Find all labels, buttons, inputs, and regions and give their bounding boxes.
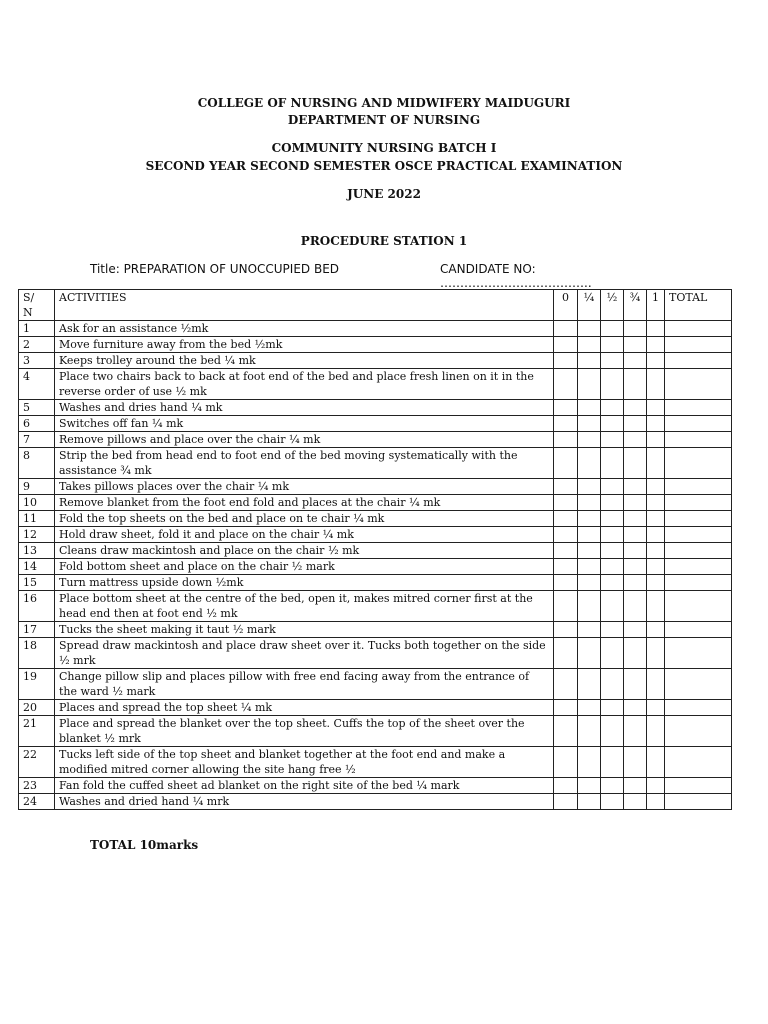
row-sn: 7 bbox=[19, 432, 55, 448]
table-row bbox=[19, 495, 732, 511]
score-0-cell[interactable] bbox=[554, 369, 578, 400]
row-activity: Keeps trolley around the bed ¼ mk bbox=[55, 353, 554, 369]
score-1-cell[interactable] bbox=[647, 778, 665, 794]
score-0-cell[interactable] bbox=[554, 747, 578, 778]
score-1-cell[interactable] bbox=[647, 353, 665, 369]
table-row bbox=[19, 778, 732, 794]
score-0-cell[interactable] bbox=[554, 416, 578, 432]
score-three-quarter-cell[interactable] bbox=[624, 337, 647, 353]
table-row bbox=[19, 638, 732, 669]
score-three-quarter-cell[interactable] bbox=[624, 559, 647, 575]
total-cell[interactable] bbox=[665, 400, 732, 416]
score-half-cell[interactable] bbox=[601, 575, 624, 591]
row-activity: Strip the bed from head end to foot end of the bed moving systematically with the assistance ¾ mk bbox=[55, 448, 554, 479]
score-1-cell[interactable] bbox=[647, 369, 665, 400]
score-half-cell[interactable] bbox=[601, 794, 624, 810]
score-quarter-cell[interactable] bbox=[578, 400, 601, 416]
score-quarter-cell[interactable] bbox=[578, 432, 601, 448]
score-quarter-cell[interactable] bbox=[578, 778, 601, 794]
table-row bbox=[19, 559, 732, 575]
score-1-cell[interactable] bbox=[647, 432, 665, 448]
row-sn: 16 bbox=[19, 591, 55, 622]
score-0-cell[interactable] bbox=[554, 527, 578, 543]
score-half-cell[interactable] bbox=[601, 337, 624, 353]
score-three-quarter-cell[interactable] bbox=[624, 321, 647, 337]
row-sn: 19 bbox=[19, 669, 55, 700]
table-row bbox=[19, 511, 732, 527]
score-half-cell[interactable] bbox=[601, 527, 624, 543]
score-1-cell[interactable] bbox=[647, 416, 665, 432]
row-sn: 3 bbox=[19, 353, 55, 369]
total-cell[interactable] bbox=[665, 369, 732, 400]
score-quarter-cell[interactable] bbox=[578, 527, 601, 543]
score-three-quarter-cell[interactable] bbox=[624, 353, 647, 369]
score-quarter-cell[interactable] bbox=[578, 369, 601, 400]
score-1-cell[interactable] bbox=[647, 321, 665, 337]
table-row bbox=[19, 794, 732, 810]
row-sn: 9 bbox=[19, 479, 55, 495]
score-0-cell[interactable] bbox=[554, 669, 578, 700]
score-quarter-cell[interactable] bbox=[578, 622, 601, 638]
exam-name: SECOND YEAR SECOND SEMESTER OSCE PRACTICAL EXAMINATION bbox=[145, 159, 623, 173]
exam-date: JUNE 2022 bbox=[347, 187, 421, 201]
sn-header: S/ N bbox=[19, 290, 55, 321]
row-sn: 8 bbox=[19, 448, 55, 479]
table-row bbox=[19, 527, 732, 543]
score-quarter-cell[interactable] bbox=[578, 669, 601, 700]
score-half-header: ½ bbox=[601, 290, 624, 321]
total-cell[interactable] bbox=[665, 591, 732, 622]
score-0-cell[interactable] bbox=[554, 716, 578, 747]
table-row bbox=[19, 432, 732, 448]
score-1-cell[interactable] bbox=[647, 527, 665, 543]
score-0-cell[interactable] bbox=[554, 448, 578, 479]
score-1-cell[interactable] bbox=[647, 747, 665, 778]
score-1-cell[interactable] bbox=[647, 575, 665, 591]
score-half-cell[interactable] bbox=[601, 479, 624, 495]
row-sn: 21 bbox=[19, 716, 55, 747]
score-0-cell[interactable] bbox=[554, 559, 578, 575]
score-half-cell[interactable] bbox=[601, 716, 624, 747]
score-three-quarter-cell[interactable] bbox=[624, 700, 647, 716]
row-sn: 6 bbox=[19, 416, 55, 432]
score-three-quarter-cell[interactable] bbox=[624, 416, 647, 432]
score-1-cell[interactable] bbox=[647, 716, 665, 747]
row-activity: Move furniture away from the bed ½mk bbox=[55, 337, 554, 353]
score-1-cell[interactable] bbox=[647, 794, 665, 810]
row-sn: 14 bbox=[19, 559, 55, 575]
row-sn: 1 bbox=[19, 321, 55, 337]
score-1-cell[interactable] bbox=[647, 337, 665, 353]
total-cell[interactable] bbox=[665, 337, 732, 353]
row-activity: Places and spread the top sheet ¼ mk bbox=[55, 700, 554, 716]
score-quarter-cell[interactable] bbox=[578, 543, 601, 559]
score-three-quarter-cell[interactable] bbox=[624, 511, 647, 527]
score-three-quarter-cell[interactable] bbox=[624, 495, 647, 511]
row-activity: Fold bottom sheet and place on the chair ½ mark bbox=[55, 559, 554, 575]
row-sn: 18 bbox=[19, 638, 55, 669]
total-cell[interactable] bbox=[665, 747, 732, 778]
table-row bbox=[19, 700, 732, 716]
score-three-quarter-cell[interactable] bbox=[624, 669, 647, 700]
table-row bbox=[19, 716, 732, 747]
score-1-cell[interactable] bbox=[647, 669, 665, 700]
score-0-cell[interactable] bbox=[554, 794, 578, 810]
row-activity: Tucks left side of the top sheet and blanket together at the foot end and make a modified mitred corner allowing the site hang free ½ bbox=[55, 747, 554, 778]
table-row bbox=[19, 543, 732, 559]
score-0-cell[interactable] bbox=[554, 337, 578, 353]
row-activity: Fold the top sheets on the bed and place on te chair ¼ mk bbox=[55, 511, 554, 527]
score-half-cell[interactable] bbox=[601, 591, 624, 622]
row-activity: Remove pillows and place over the chair ¼ mk bbox=[55, 432, 554, 448]
table-header-row bbox=[19, 290, 732, 321]
row-sn: 24 bbox=[19, 794, 55, 810]
score-three-quarter-cell[interactable] bbox=[624, 747, 647, 778]
score-quarter-cell[interactable] bbox=[578, 716, 601, 747]
score-three-quarter-cell[interactable] bbox=[624, 527, 647, 543]
score-1-cell[interactable] bbox=[647, 591, 665, 622]
score-0-cell[interactable] bbox=[554, 638, 578, 669]
score-quarter-cell[interactable] bbox=[578, 591, 601, 622]
score-quarter-cell[interactable] bbox=[578, 495, 601, 511]
table-row bbox=[19, 369, 732, 400]
score-0-cell[interactable] bbox=[554, 591, 578, 622]
score-quarter-cell[interactable] bbox=[578, 511, 601, 527]
activities-header: ACTIVITIES bbox=[55, 290, 554, 321]
score-three-quarter-cell[interactable] bbox=[624, 622, 647, 638]
row-sn: 13 bbox=[19, 543, 55, 559]
score-half-cell[interactable] bbox=[601, 747, 624, 778]
total-header: TOTAL bbox=[665, 290, 732, 321]
row-activity: Turn mattress upside down ½mk bbox=[55, 575, 554, 591]
score-half-cell[interactable] bbox=[601, 511, 624, 527]
total-marks: TOTAL 10marks bbox=[90, 838, 199, 852]
score-0-cell[interactable] bbox=[554, 400, 578, 416]
row-sn: 23 bbox=[19, 778, 55, 794]
title-line bbox=[90, 262, 690, 290]
score-quarter-cell[interactable] bbox=[578, 416, 601, 432]
score-three-quarter-cell[interactable] bbox=[624, 778, 647, 794]
row-activity: Washes and dried hand ¼ mrk bbox=[55, 794, 554, 810]
row-sn: 10 bbox=[19, 495, 55, 511]
row-activity: Place two chairs back to back at foot end of the bed and place fresh linen on it in the reverse order of use ½ mk bbox=[55, 369, 554, 400]
total-cell[interactable] bbox=[665, 622, 732, 638]
score-quarter-cell[interactable] bbox=[578, 794, 601, 810]
score-1-cell[interactable] bbox=[647, 622, 665, 638]
score-0-cell[interactable] bbox=[554, 778, 578, 794]
score-half-cell[interactable] bbox=[601, 622, 624, 638]
row-activity: Spread draw mackintosh and place draw sheet over it. Tucks both together on the side ½ mrk bbox=[55, 638, 554, 669]
row-sn: 2 bbox=[19, 337, 55, 353]
score-three-quarter-cell[interactable] bbox=[624, 369, 647, 400]
score-three-quarter-cell[interactable] bbox=[624, 543, 647, 559]
score-half-cell[interactable] bbox=[601, 321, 624, 337]
row-sn: 12 bbox=[19, 527, 55, 543]
score-1-cell[interactable] bbox=[647, 479, 665, 495]
score-1-cell[interactable] bbox=[647, 559, 665, 575]
total-cell[interactable] bbox=[665, 511, 732, 527]
total-cell[interactable] bbox=[665, 448, 732, 479]
score-0-cell[interactable] bbox=[554, 543, 578, 559]
score-quarter-header: ¼ bbox=[578, 290, 601, 321]
score-quarter-cell[interactable] bbox=[578, 448, 601, 479]
table-row bbox=[19, 416, 732, 432]
total-cell[interactable] bbox=[665, 353, 732, 369]
score-three-quarter-cell[interactable] bbox=[624, 432, 647, 448]
score-half-cell[interactable] bbox=[601, 559, 624, 575]
row-sn: 4 bbox=[19, 369, 55, 400]
total-cell[interactable] bbox=[665, 794, 732, 810]
score-0-cell[interactable] bbox=[554, 432, 578, 448]
score-three-quarter-cell[interactable] bbox=[624, 479, 647, 495]
table-row bbox=[19, 669, 732, 700]
score-half-cell[interactable] bbox=[601, 778, 624, 794]
row-activity: Place and spread the blanket over the top sheet. Cuffs the top of the sheet over the blanket ½ mrk bbox=[55, 716, 554, 747]
total-cell[interactable] bbox=[665, 432, 732, 448]
row-sn: 22 bbox=[19, 747, 55, 778]
row-sn: 5 bbox=[19, 400, 55, 416]
row-activity: Washes and dries hand ¼ mk bbox=[55, 400, 554, 416]
score-quarter-cell[interactable] bbox=[578, 337, 601, 353]
score-three-quarter-cell[interactable] bbox=[624, 794, 647, 810]
total-cell[interactable] bbox=[665, 527, 732, 543]
program-name: COMMUNITY NURSING BATCH I bbox=[271, 141, 497, 155]
row-activity: Hold draw sheet, fold it and place on the chair ¼ mk bbox=[55, 527, 554, 543]
row-activity: Ask for an assistance ½mk bbox=[55, 321, 554, 337]
row-activity: Takes pillows places over the chair ¼ mk bbox=[55, 479, 554, 495]
score-1-cell[interactable] bbox=[647, 638, 665, 669]
score-0-cell[interactable] bbox=[554, 479, 578, 495]
score-0-cell[interactable] bbox=[554, 495, 578, 511]
score-half-cell[interactable] bbox=[601, 416, 624, 432]
total-cell[interactable] bbox=[665, 479, 732, 495]
department-name: DEPARTMENT OF NURSING bbox=[287, 113, 481, 127]
score-0-cell[interactable] bbox=[554, 622, 578, 638]
total-cell[interactable] bbox=[665, 638, 732, 669]
score-three-quarter-cell[interactable] bbox=[624, 448, 647, 479]
score-half-cell[interactable] bbox=[601, 353, 624, 369]
total-cell[interactable] bbox=[665, 778, 732, 794]
total-cell[interactable] bbox=[665, 669, 732, 700]
score-half-cell[interactable] bbox=[601, 400, 624, 416]
row-activity: Fan fold the cuffed sheet ad blanket on the right site of the bed ¼ mark bbox=[55, 778, 554, 794]
score-quarter-cell[interactable] bbox=[578, 559, 601, 575]
row-activity: Change pillow slip and places pillow with free end facing away from the entrance of the ward ½ mark bbox=[55, 669, 554, 700]
table-row bbox=[19, 337, 732, 353]
score-0-cell[interactable] bbox=[554, 353, 578, 369]
score-three-quarter-cell[interactable] bbox=[624, 638, 647, 669]
score-three-quarter-cell[interactable] bbox=[624, 716, 647, 747]
total-cell[interactable] bbox=[665, 543, 732, 559]
score-1-cell[interactable] bbox=[647, 511, 665, 527]
row-sn: 17 bbox=[19, 622, 55, 638]
table-row bbox=[19, 575, 732, 591]
table-row bbox=[19, 400, 732, 416]
row-activity: Cleans draw mackintosh and place on the chair ½ mk bbox=[55, 543, 554, 559]
score-quarter-cell[interactable] bbox=[578, 479, 601, 495]
total-cell[interactable] bbox=[665, 321, 732, 337]
score-1-cell[interactable] bbox=[647, 448, 665, 479]
score-half-cell[interactable] bbox=[601, 495, 624, 511]
row-sn: 20 bbox=[19, 700, 55, 716]
score-1-cell[interactable] bbox=[647, 543, 665, 559]
station-title: PROCEDURE STATION 1 bbox=[300, 234, 468, 248]
score-half-cell[interactable] bbox=[601, 432, 624, 448]
score-0-cell[interactable] bbox=[554, 321, 578, 337]
row-sn: 15 bbox=[19, 575, 55, 591]
score-half-cell[interactable] bbox=[601, 638, 624, 669]
score-half-cell[interactable] bbox=[601, 448, 624, 479]
score-three-quarter-cell[interactable] bbox=[624, 400, 647, 416]
total-cell[interactable] bbox=[665, 716, 732, 747]
college-name: COLLEGE OF NURSING AND MIDWIFERY MAIDUGURI bbox=[197, 96, 571, 110]
candidate-number-field[interactable]: CANDIDATE NO: ……………………………….. bbox=[440, 262, 592, 290]
score-three-quarter-header: ¾ bbox=[624, 290, 647, 321]
row-activity: Place bottom sheet at the centre of the bed, open it, makes mitred corner first at the head end then at foot end ½ mk bbox=[55, 591, 554, 622]
score-quarter-cell[interactable] bbox=[578, 638, 601, 669]
total-cell[interactable] bbox=[665, 700, 732, 716]
score-quarter-cell[interactable] bbox=[578, 353, 601, 369]
score-1-cell[interactable] bbox=[647, 700, 665, 716]
score-half-cell[interactable] bbox=[601, 700, 624, 716]
table-row bbox=[19, 448, 732, 479]
total-cell[interactable] bbox=[665, 575, 732, 591]
score-quarter-cell[interactable] bbox=[578, 575, 601, 591]
procedure-title: Title: PREPARATION OF UNOCCUPIED BED bbox=[90, 262, 340, 276]
checklist-table bbox=[18, 289, 732, 810]
table-row bbox=[19, 747, 732, 778]
score-0-header: 0 bbox=[554, 290, 578, 321]
score-0-cell[interactable] bbox=[554, 511, 578, 527]
table-row bbox=[19, 321, 732, 337]
table-row bbox=[19, 591, 732, 622]
score-quarter-cell[interactable] bbox=[578, 747, 601, 778]
row-activity: Switches off fan ¼ mk bbox=[55, 416, 554, 432]
score-1-cell[interactable] bbox=[647, 495, 665, 511]
score-quarter-cell[interactable] bbox=[578, 700, 601, 716]
score-1-header: 1 bbox=[647, 290, 665, 321]
score-half-cell[interactable] bbox=[601, 369, 624, 400]
score-0-cell[interactable] bbox=[554, 575, 578, 591]
row-sn: 11 bbox=[19, 511, 55, 527]
row-activity: Remove blanket from the foot end fold and places at the chair ¼ mk bbox=[55, 495, 554, 511]
score-half-cell[interactable] bbox=[601, 669, 624, 700]
total-cell[interactable] bbox=[665, 495, 732, 511]
score-half-cell[interactable] bbox=[601, 543, 624, 559]
score-1-cell[interactable] bbox=[647, 400, 665, 416]
score-three-quarter-cell[interactable] bbox=[624, 575, 647, 591]
table-row bbox=[19, 479, 732, 495]
score-quarter-cell[interactable] bbox=[578, 321, 601, 337]
total-cell[interactable] bbox=[665, 559, 732, 575]
total-cell[interactable] bbox=[665, 416, 732, 432]
table-row bbox=[19, 353, 732, 369]
score-three-quarter-cell[interactable] bbox=[624, 591, 647, 622]
row-activity: Tucks the sheet making it taut ½ mark bbox=[55, 622, 554, 638]
table-row bbox=[19, 622, 732, 638]
score-0-cell[interactable] bbox=[554, 700, 578, 716]
